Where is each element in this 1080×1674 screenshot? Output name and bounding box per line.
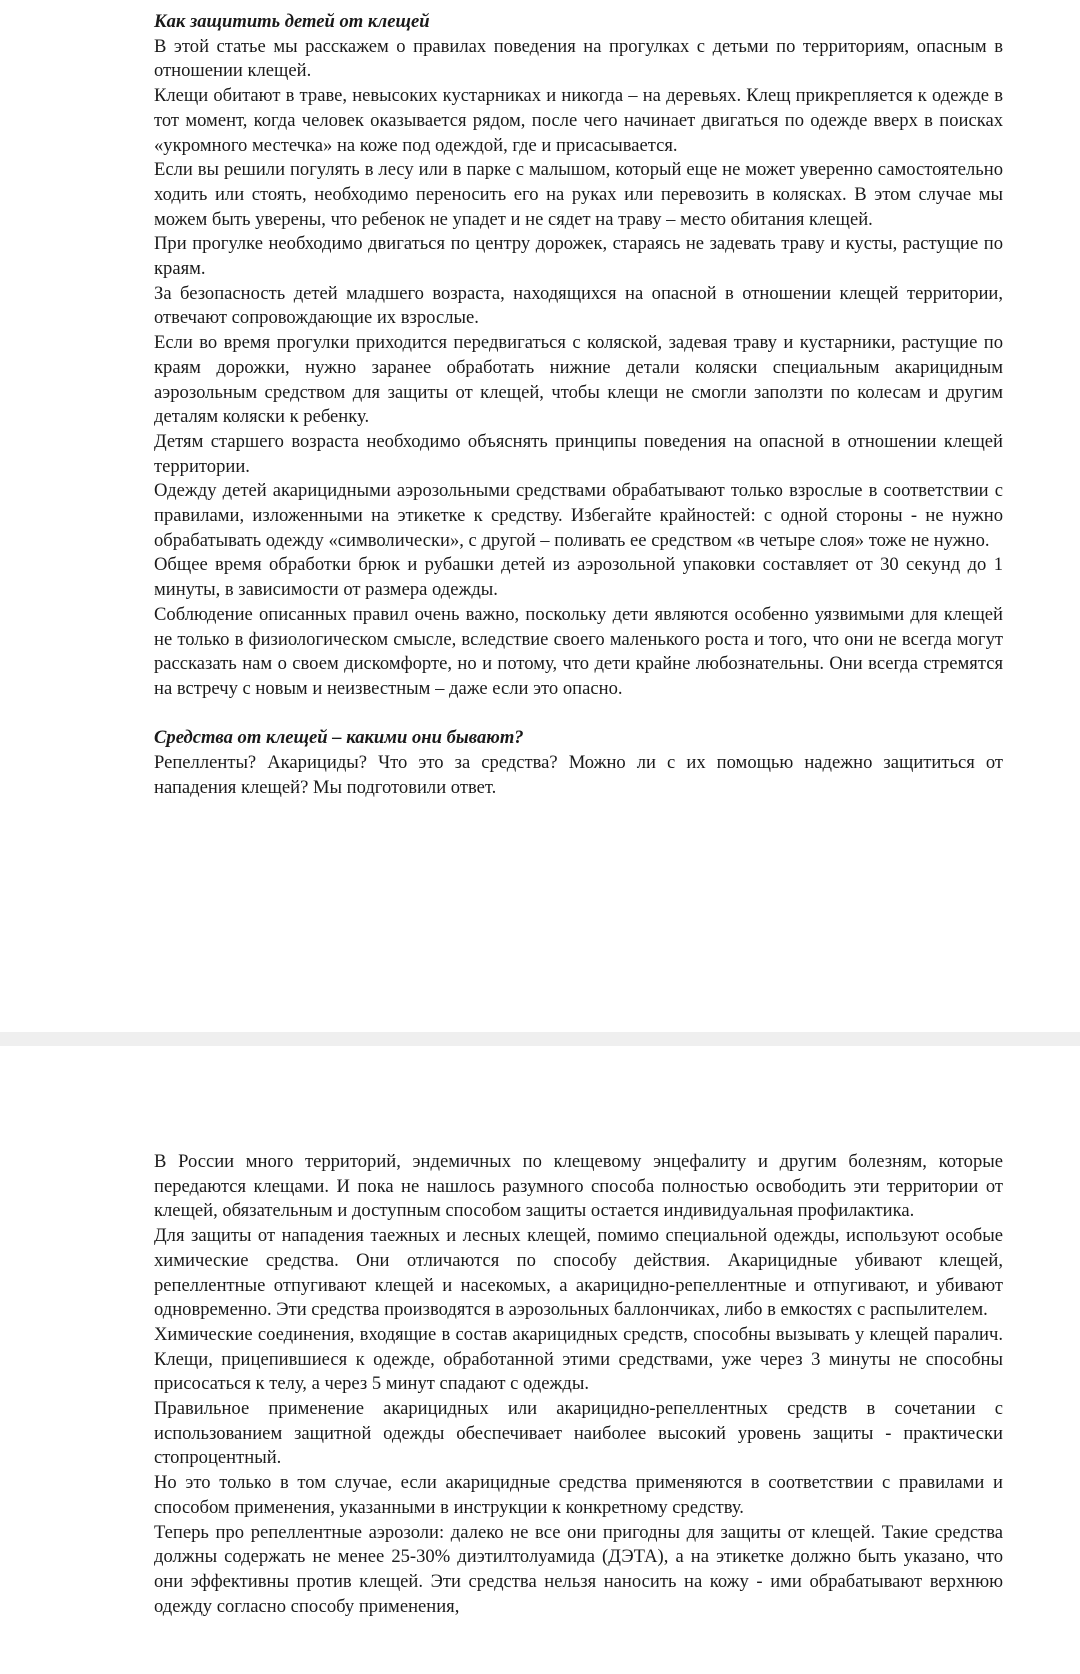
page-1-text <box>154 10 1003 800</box>
document-page-2 <box>0 1046 1080 1674</box>
paragraph: За безопасность детей младшего возраста, находящихся на опасной в отношении клещей территории, отвечают сопровождающие их взрослые. <box>154 282 1003 329</box>
paragraph-spacer <box>154 702 1003 727</box>
section-heading-kids-protection: Как защитить детей от клещей <box>154 11 430 32</box>
paragraph: Одежду детей акарицидными аэрозольными средствами обрабатывают только взрослые в соответствии с правилами, изложенными на этикетке к средству. Избегайте крайностей: с одной стороны - не нужно обрабатывать одежду «символически», с другой – поливать ее средством «в четыре слоя» тоже не нужно. <box>154 480 1003 551</box>
paragraph: Но это только в том случае, если акарицидные средства применяются в соответствии с правилами и способом применения, указанными в инструкции к конкретному средству. <box>154 1472 1003 1518</box>
paragraph: Детям старшего возраста необходимо объяснять принципы поведения на опасной в отношении клещей территории. <box>154 430 1003 477</box>
paragraph: Правильное применение акарицидных или акарицидно-репеллентных средств в сочетании с использованием защитной одежды обеспечивает наиболее высокий уровень защиты - практически стопроцентный. <box>154 1398 1003 1469</box>
paragraph: Клещи обитают в траве, невысоких кустарниках и никогда – на деревьях. Клещ прикрепляется к одежде в тот момент, когда человек оказывается рядом, после чего начинает двигаться по одежде вверх в поисках «укромного местечка» на коже под одеждой, где и присасывается. <box>154 85 1003 156</box>
paragraph: Для защиты от нападения таежных и лесных клещей, помимо специальной одежды, используют особые химические средства. Они отличаются по способу действия. Акарицидные убивают клещей, репеллентные отпугивают клещей и насекомых, а акарицидно-репеллентные и отпугивают, и убивают одновременно. Эти средства производятся в аэрозольных баллончиках, либо в емкостях с распылителем. <box>154 1225 1003 1321</box>
paragraph: При прогулке необходимо двигаться по центру дорожек, стараясь не задевать траву и кусты, растущие по краям. <box>154 233 1003 280</box>
paragraph: Соблюдение описанных правил очень важно, поскольку дети являются особенно уязвимыми для клещей не только в физиологическом смысле, вследствие своего маленького роста и того, что они не всегда могут рассказать нам о своем дискомфорте, но и потому, что дети крайне любознательны. Они всегда стремятся на встречу с новым и неизвестным – даже если это опасно. <box>154 603 1003 699</box>
paragraph: В России много территорий, эндемичных по клещевому энцефалиту и другим болезням, которые передаются клещами. И пока не нашлось разумного способа полностью освободить эти территории от клещей, обязательным и доступным способом защиты остается индивидуальная профилактика. <box>154 1151 1003 1222</box>
paragraph: Теперь про репеллентные аэрозоли: далеко не все они пригодны для защиты от клещей. Такие средства должны содержать не менее 25-30% диэтилтолуамида (ДЭТА), а на этикетке должно быть указано, что они эффективны против клещей. Эти средства нельзя наносить на кожу - ими обрабатывают верхнюю одежду согласно способу применения, <box>154 1521 1003 1617</box>
paragraph: Общее время обработки брюк и рубашки детей из аэрозольной упаковки составляет от 30 секунд до 1 минуты, в зависимости от размера одежды. <box>154 554 1003 601</box>
page-separator <box>0 1032 1080 1046</box>
page-2-text <box>154 1150 1003 1619</box>
paragraph: В этой статье мы расскажем о правилах поведения на прогулках с детьми по территориям, опасным в отношении клещей. <box>154 35 1003 82</box>
paragraph: Химические соединения, входящие в состав акарицидных средств, способны вызывать у клещей паралич. Клещи, прицепившиеся к одежде, обработанной этими средствами, уже через 3 минуты не способны присосаться к телу, а через 5 минут спадают с одежды. <box>154 1323 1003 1395</box>
paragraph: Если вы решили погулять в лесу или в парке с малышом, который еще не может уверенно самостоятельно ходить или стоять, необходимо переносить его на руках или перевозить в колясках. В этом случае мы можем быть уверены, что ребенок не упадет и не сядет на траву – место обитания клещей. <box>154 159 1003 230</box>
paragraph: Репелленты? Акарициды? Что это за средства? Можно ли с их помощью надежно защититься от нападения клещей? Мы подготовили ответ. <box>154 752 1003 798</box>
section-heading-tick-remedies: Средства от клещей – какими они бывают? <box>154 727 524 749</box>
paragraph: Если во время прогулки приходится передвигаться с коляской, задевая траву и кустарники, растущие по краям дорожки, нужно заранее обработать нижние детали коляски специальным акарицидным аэрозольным средством для защиты от клещей, чтобы клещи не смогли заползти по колесам и другим деталям коляски к ребенку. <box>154 332 1003 428</box>
